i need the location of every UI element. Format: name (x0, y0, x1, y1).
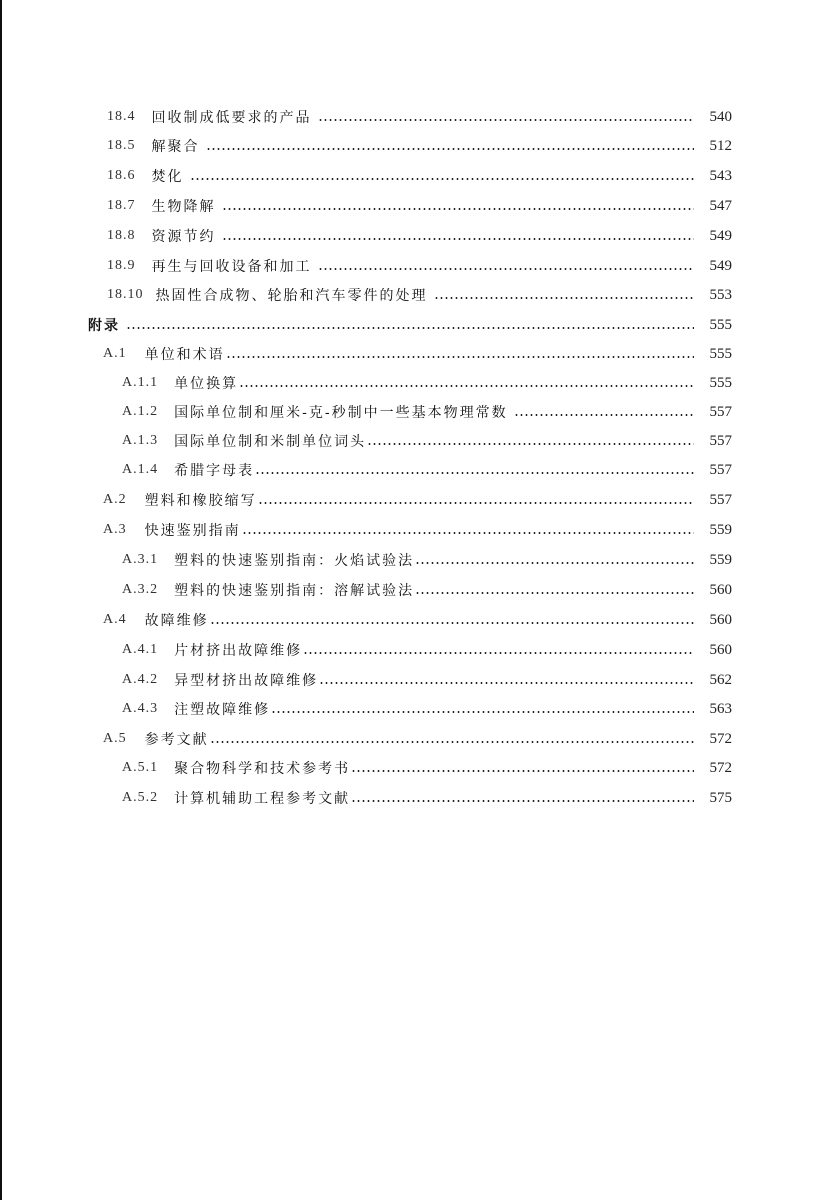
toc-entry-page-number: 557 (709, 461, 732, 478)
toc-entry-page-number: 575 (709, 789, 732, 806)
toc-entry-A-1-1[interactable] (122, 371, 732, 395)
toc-entry-number: 18.6 (107, 168, 136, 183)
toc-entry-18-6[interactable] (107, 164, 732, 188)
toc-entry-page-number: 563 (709, 700, 732, 717)
toc-entry-number: 18.4 (107, 109, 136, 124)
toc-entry-A-4[interactable] (103, 608, 732, 632)
toc-dot-leader (415, 592, 694, 594)
toc-entry-title: 热固性合成物、轮胎和汽车零件的处理 (155, 288, 428, 304)
toc-entry-page-number: 572 (709, 759, 732, 776)
toc-entry-number: A.4.2 (122, 672, 159, 687)
toc-entry-18-8[interactable] (107, 224, 732, 248)
toc-dot-leader (206, 148, 695, 150)
toc-entry-title: 附录 (88, 318, 120, 334)
toc-entry-title: 故障维修 (144, 613, 209, 629)
toc-entry-18-9[interactable] (107, 254, 732, 278)
toc-entry-A-3-2[interactable] (122, 578, 732, 602)
toc-entry-18-7[interactable] (107, 194, 732, 218)
toc-entry-page-number: 549 (709, 227, 732, 244)
toc-dot-leader (319, 682, 694, 684)
toc-dot-leader (239, 385, 694, 387)
toc-dot-leader (271, 711, 694, 713)
toc-entry-number: A.5 (103, 731, 127, 746)
toc-entry-title: 计算机辅助工程参考文献 (174, 791, 351, 807)
toc-entry-page-number: 560 (709, 611, 732, 628)
toc-dot-leader (434, 297, 695, 299)
toc-entry-page-number: 560 (709, 581, 732, 598)
toc-entry-number: A.1.1 (122, 375, 159, 390)
toc-entry-A-3[interactable] (103, 518, 732, 542)
toc-dot-leader (367, 443, 694, 445)
toc-entry-18-5[interactable] (107, 134, 732, 158)
toc-entry-page-number: 572 (709, 730, 732, 747)
toc-entry-number: 18.7 (107, 198, 136, 213)
toc-entry-page-number: 547 (709, 197, 732, 214)
toc-entry-A-3-1[interactable] (122, 548, 732, 572)
toc-dot-leader (190, 178, 695, 180)
toc-entry-title: 单位换算 (174, 376, 239, 392)
toc-entry-page-number: 555 (709, 374, 732, 391)
toc-entry-title: 塑料的快速鉴别指南：溶解试验法 (174, 583, 415, 599)
toc-dot-leader (351, 770, 694, 772)
toc-entry-title: 快速鉴别指南 (144, 523, 241, 539)
toc-dot-leader (258, 502, 694, 504)
toc-entry-page-number: 555 (709, 345, 732, 362)
toc-dot-leader (226, 356, 694, 358)
toc-entry-title: 参考文献 (144, 732, 209, 748)
toc-entry-title: 国际单位制和厘米-克-秒制中一些基本物理常数 (174, 405, 508, 421)
toc-entry-18-10[interactable] (107, 283, 732, 307)
toc-entry-number: 18.5 (107, 138, 136, 153)
toc-entry-number: 18.8 (107, 228, 136, 243)
toc-entry-page-number: 512 (709, 137, 732, 154)
toc-entry-A-5-2[interactable] (122, 786, 732, 810)
toc-entry-number: A.2 (103, 492, 127, 507)
toc-entry-A-4-1[interactable] (122, 638, 732, 662)
toc-entry-title: 希腊字母表 (174, 463, 255, 479)
toc-entry-A-5-1[interactable] (122, 756, 732, 780)
toc-entry-title: 塑料和橡胶缩写 (144, 493, 257, 509)
toc-dot-leader (303, 652, 694, 654)
toc-entry-page-number: 557 (709, 491, 732, 508)
toc-dot-leader (242, 532, 694, 534)
toc-dot-leader (222, 208, 695, 210)
toc-entry-title: 单位和术语 (144, 347, 225, 363)
toc-entry-page-number: 559 (709, 521, 732, 538)
toc-entry-number: A.1.3 (122, 433, 159, 448)
toc-entry-number: A.1.4 (122, 462, 159, 477)
toc-entry-A-4-3[interactable] (122, 697, 732, 721)
toc-entry-number: A.1.2 (122, 404, 159, 419)
toc-entry-18-4[interactable] (107, 105, 732, 129)
toc-entry-page-number: 557 (709, 403, 732, 420)
toc-entry-number: A.4.3 (122, 701, 159, 716)
toc-entry-A-1-2[interactable] (122, 400, 732, 424)
toc-dot-leader (222, 238, 695, 240)
toc-entry-page-number: 562 (709, 671, 732, 688)
toc-entry-page-number: 540 (709, 108, 732, 125)
toc-entry-appendix[interactable] (88, 313, 732, 337)
toc-entry-title: 回收制成低要求的产品 (151, 110, 312, 126)
toc-entry-page-number: 543 (709, 167, 732, 184)
toc-entry-number: A.3 (103, 522, 127, 537)
toc-entry-page-number: 560 (709, 641, 732, 658)
toc-entry-number: A.3.2 (122, 582, 159, 597)
toc-entry-page-number: 557 (709, 432, 732, 449)
toc-entry-title: 解聚合 (151, 139, 200, 155)
toc-entry-A-4-2[interactable] (122, 668, 732, 692)
toc-dot-leader (415, 562, 694, 564)
toc-entry-A-1-4[interactable] (122, 458, 732, 482)
toc-entry-title: 聚合物科学和技术参考书 (174, 761, 351, 777)
toc-entry-title: 异型材挤出故障维修 (174, 673, 319, 689)
toc-entry-page-number: 555 (709, 316, 732, 333)
toc-entry-number: A.4.1 (122, 642, 159, 657)
toc-entry-A-2[interactable] (103, 488, 732, 512)
toc-entry-title: 国际单位制和米制单位词头 (174, 434, 367, 450)
toc-dot-leader (210, 622, 694, 624)
toc-entry-number: A.4 (103, 612, 127, 627)
toc-dot-leader (318, 119, 695, 121)
toc-entry-title: 注塑故障维修 (174, 702, 271, 718)
toc-entry-number: A.5.1 (122, 760, 159, 775)
toc-entry-number: A.3.1 (122, 552, 159, 567)
toc-entry-page-number: 559 (709, 551, 732, 568)
toc-entry-number: A.5.2 (122, 790, 159, 805)
toc-entry-title: 资源节约 (151, 229, 216, 245)
toc-entry-number: 18.10 (107, 287, 144, 302)
toc-dot-leader (126, 327, 694, 329)
toc-entry-A-1[interactable] (103, 342, 732, 366)
toc-entry-page-number: 553 (709, 286, 732, 303)
toc-entry-title: 生物降解 (151, 199, 216, 215)
toc-entry-title: 片材挤出故障维修 (174, 643, 303, 659)
toc-dot-leader (255, 472, 694, 474)
toc-dot-leader (351, 800, 694, 802)
toc-entry-title: 再生与回收设备和加工 (151, 259, 312, 275)
toc-entry-page-number: 549 (709, 257, 732, 274)
page-left-edge-rule (0, 0, 2, 1200)
toc-dot-leader (210, 741, 694, 743)
toc-dot-leader (318, 268, 695, 270)
toc-entry-number: 18.9 (107, 258, 136, 273)
toc-dot-leader (514, 414, 694, 416)
toc-entry-title: 塑料的快速鉴别指南：火焰试验法 (174, 553, 415, 569)
toc-entry-A-1-3[interactable] (122, 429, 732, 453)
toc-entry-A-5[interactable] (103, 727, 732, 751)
toc-entry-title: 焚化 (151, 169, 184, 185)
toc-entry-number: A.1 (103, 346, 127, 361)
